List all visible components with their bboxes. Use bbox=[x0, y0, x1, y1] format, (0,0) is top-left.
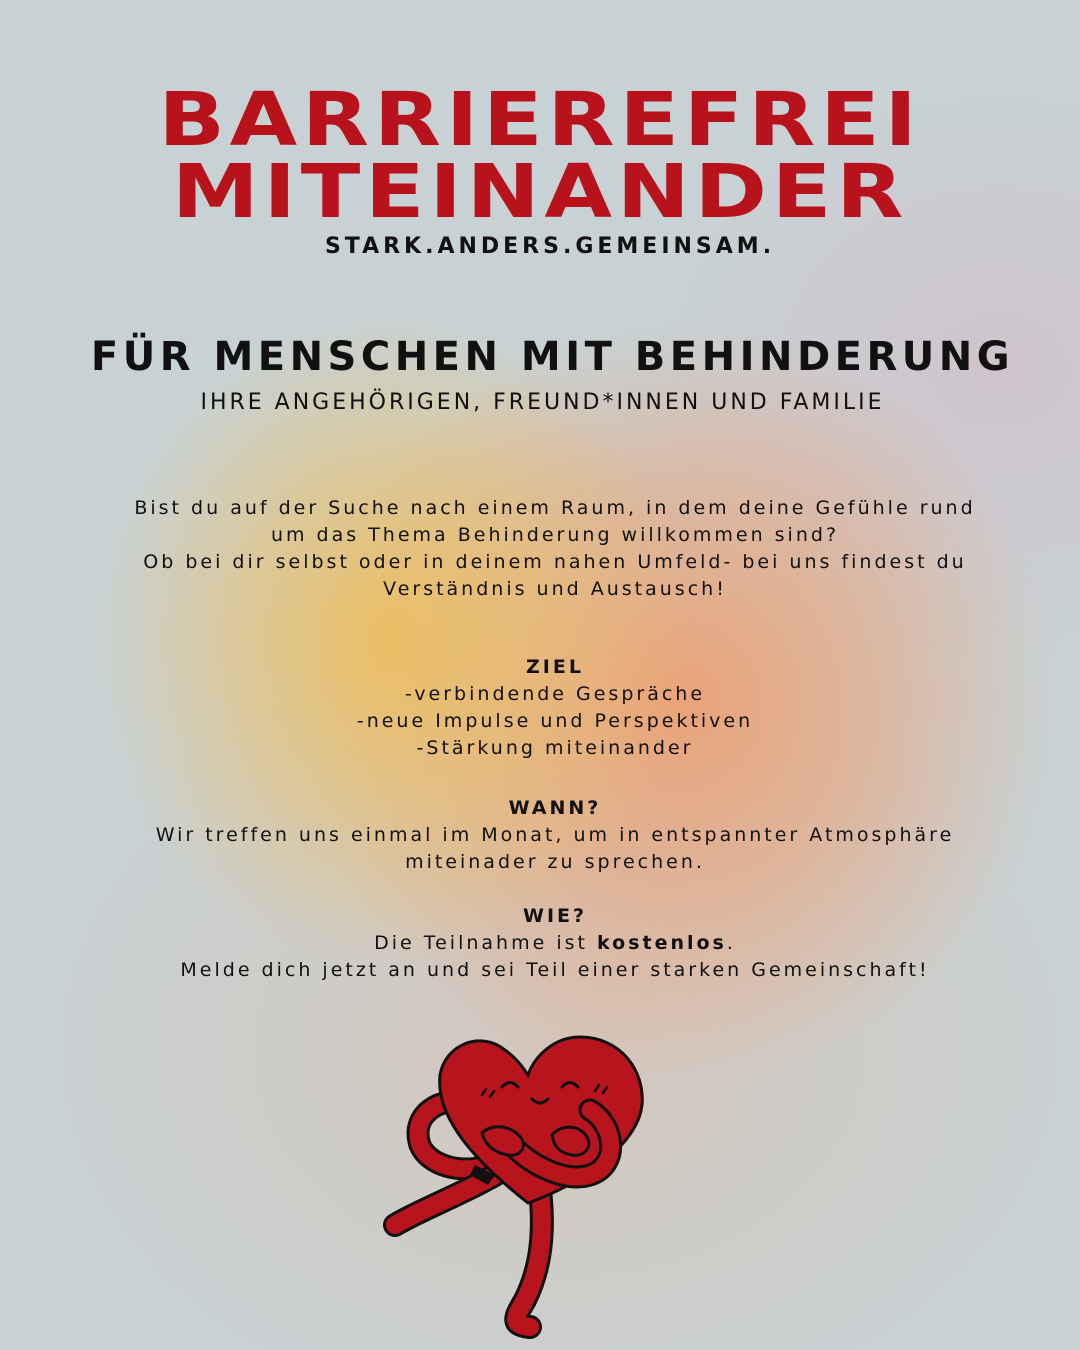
how-line-1-suffix: . bbox=[726, 932, 736, 954]
audience-heading: FÜR MENSCHEN MIT BEHINDERUNG bbox=[90, 334, 1015, 380]
intro-line-1: Bist du auf der Suche nach einem Raum, in dem deine Gefühle rund bbox=[134, 497, 976, 519]
audience-subheading: IHRE ANGEHÖRIGEN, FREUND*INNEN UND FAMILIE bbox=[200, 390, 885, 415]
when-label: WANN? bbox=[508, 797, 602, 819]
intro-line-2: um das Thema Behinderung willkommen sind? bbox=[270, 524, 840, 546]
how-line-1-prefix: Die Teilnahme ist bbox=[374, 932, 597, 954]
when-line-1: Wir treffen uns einmal im Monat, um in entspannter Atmosphäre bbox=[155, 824, 955, 846]
hugging-heart-mascot-icon bbox=[380, 1025, 680, 1350]
intro-line-3: Ob bei dir selbst oder in deinem nahen Umfeld- bei uns findest du bbox=[143, 551, 967, 573]
free-of-charge-highlight: kostenlos bbox=[597, 932, 727, 954]
title-line-1: BARRIEREFREI bbox=[158, 77, 922, 163]
goal-label: ZIEL bbox=[526, 656, 584, 678]
title-line-2: MITEINANDER bbox=[171, 149, 909, 235]
intro-line-4: Verständnis und Austausch! bbox=[383, 578, 727, 600]
goal-item: -Stärkung miteinander bbox=[416, 737, 694, 759]
tagline: STARK.ANDERS.GEMEINSAM. bbox=[324, 234, 776, 259]
how-line-2: Melde dich jetzt an und sei Teil einer starken Gemeinschaft! bbox=[180, 959, 930, 981]
how-line-1 bbox=[0, 930, 1080, 957]
goal-item: -neue Impulse und Perspektiven bbox=[356, 710, 754, 732]
goal-item: -verbindende Gespräche bbox=[404, 683, 706, 705]
how-label: WIE? bbox=[522, 905, 588, 927]
when-line-2: miteinader zu sprechen. bbox=[405, 851, 705, 873]
